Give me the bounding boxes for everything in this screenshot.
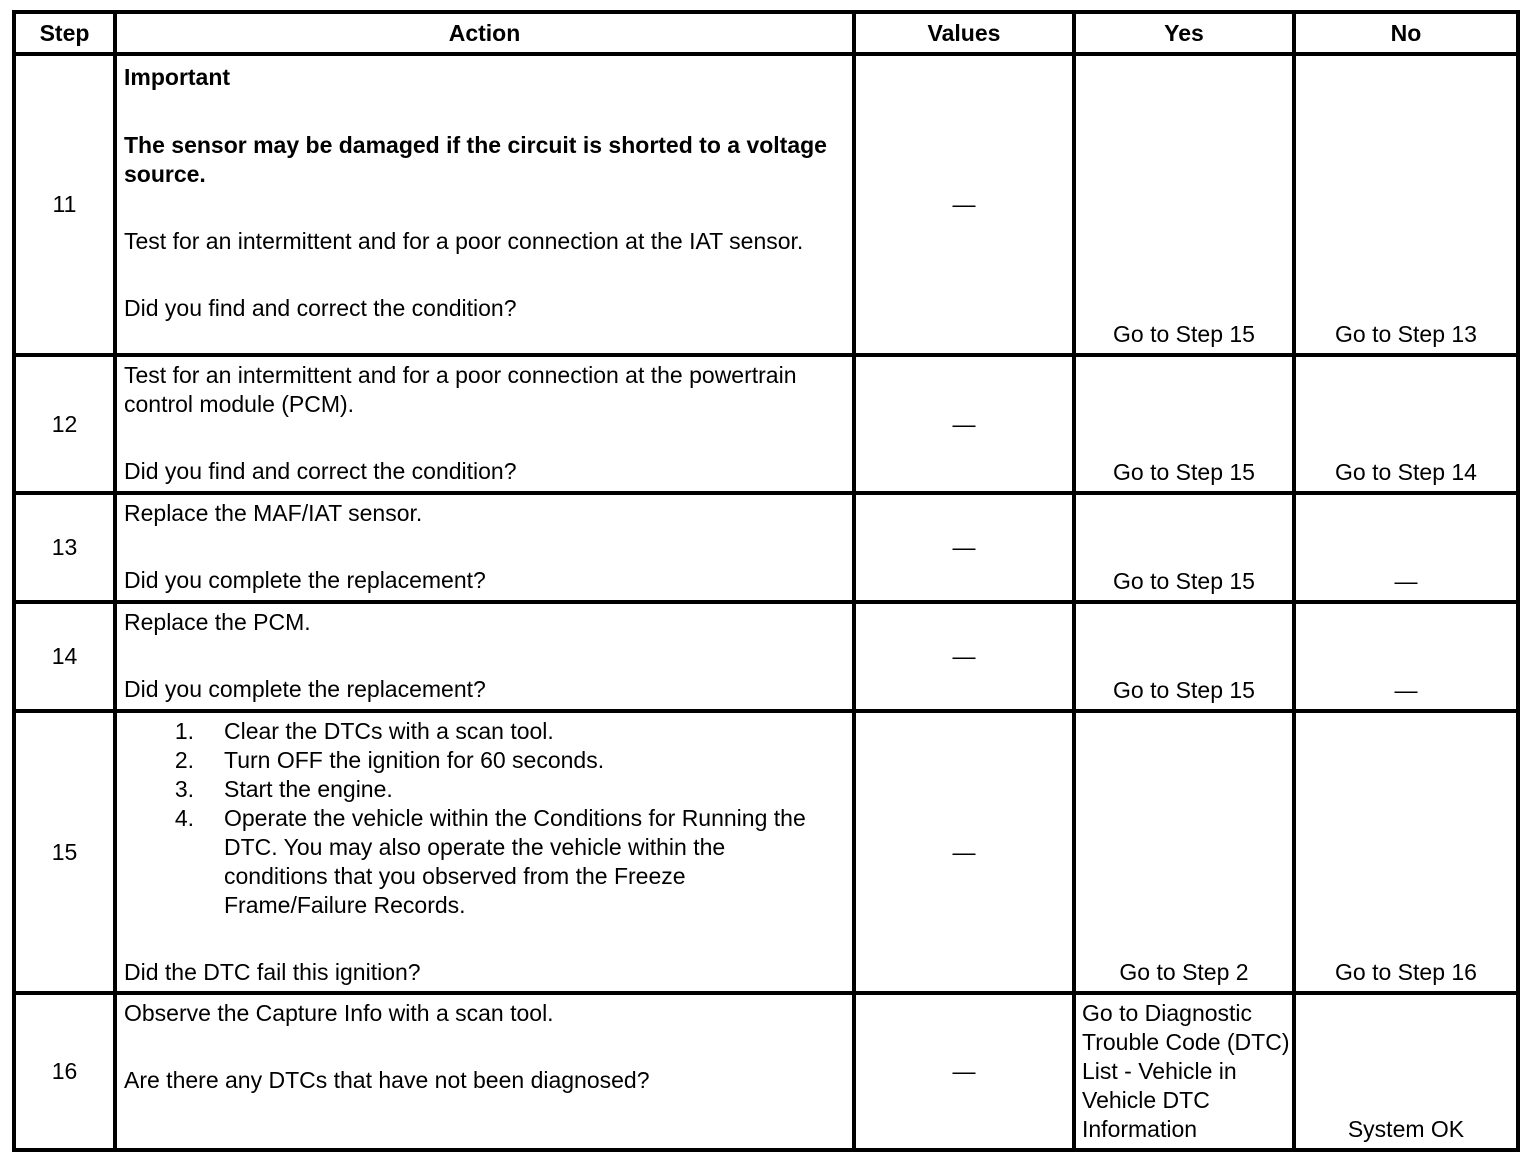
table-row bbox=[14, 602, 1518, 711]
action-cell bbox=[115, 355, 854, 493]
list-text: Turn OFF the ignition for 60 seconds. bbox=[224, 747, 605, 773]
table-row bbox=[14, 493, 1518, 602]
yes-result: Go to Diagnostic Trouble Code (DTC) List - Vehicle in Vehicle DTC Information bbox=[1074, 993, 1294, 1150]
action-question: Did you complete the replacement? bbox=[124, 676, 486, 702]
table-row bbox=[14, 355, 1518, 493]
action-instruction: Test for an intermittent and for a poor connection at the powertrain control module (PCM). bbox=[124, 362, 797, 417]
action-instruction: Replace the MAF/IAT sensor. bbox=[124, 500, 423, 526]
values-cell: — bbox=[854, 54, 1074, 355]
action-question: Are there any DTCs that have not been diagnosed? bbox=[124, 1067, 650, 1093]
step-number: 16 bbox=[14, 993, 115, 1150]
list-text: Clear the DTCs with a scan tool. bbox=[224, 718, 554, 744]
important-note: The sensor may be damaged if the circuit is shorted to a voltage source. bbox=[124, 132, 827, 187]
list-number: 1. bbox=[174, 718, 194, 744]
step-number: 13 bbox=[14, 493, 115, 602]
action-cell bbox=[115, 602, 854, 711]
action-instruction: Observe the Capture Info with a scan tool. bbox=[124, 1000, 554, 1026]
no-result: System OK bbox=[1294, 993, 1518, 1150]
table-row bbox=[14, 54, 1518, 355]
step-number: 15 bbox=[14, 711, 115, 993]
action-cell bbox=[115, 54, 854, 355]
list-number: 3. bbox=[174, 776, 194, 802]
action-question: Did the DTC fail this ignition? bbox=[124, 959, 421, 985]
header-action: Action bbox=[115, 12, 854, 54]
header-row bbox=[14, 12, 1518, 54]
list-item bbox=[124, 746, 846, 775]
action-question: Did you complete the replacement? bbox=[124, 567, 486, 593]
yes-result: Go to Step 15 bbox=[1074, 355, 1294, 493]
step-number: 14 bbox=[14, 602, 115, 711]
action-question: Did you find and correct the condition? bbox=[124, 458, 517, 484]
no-result: — bbox=[1294, 602, 1518, 711]
no-result: Go to Step 13 bbox=[1294, 54, 1518, 355]
table-row bbox=[14, 711, 1518, 993]
no-result: Go to Step 14 bbox=[1294, 355, 1518, 493]
action-cell bbox=[115, 993, 854, 1150]
yes-result: Go to Step 2 bbox=[1074, 711, 1294, 993]
action-question: Did you find and correct the condition? bbox=[124, 295, 517, 321]
list-text: Start the engine. bbox=[224, 776, 393, 802]
values-cell: — bbox=[854, 602, 1074, 711]
action-cell bbox=[115, 493, 854, 602]
yes-result: Go to Step 15 bbox=[1074, 602, 1294, 711]
action-instruction: Replace the PCM. bbox=[124, 609, 311, 635]
values-cell: — bbox=[854, 711, 1074, 993]
list-item bbox=[124, 804, 846, 920]
list-item bbox=[124, 775, 846, 804]
important-label: Important bbox=[124, 64, 231, 90]
list-number: 2. bbox=[174, 747, 194, 773]
table-row bbox=[14, 993, 1518, 1150]
list-number: 4. bbox=[174, 805, 194, 831]
action-instruction: Test for an intermittent and for a poor connection at the IAT sensor. bbox=[124, 228, 804, 254]
yes-result: Go to Step 15 bbox=[1074, 54, 1294, 355]
step-number: 11 bbox=[14, 54, 115, 355]
diagnostic-table bbox=[12, 10, 1520, 1152]
list-text: Operate the vehicle within the Conditions for Running the DTC. You may also operate the vehicle within the conditions that you observed from the Freeze Frame/Failure Records. bbox=[224, 805, 806, 918]
no-result: Go to Step 16 bbox=[1294, 711, 1518, 993]
yes-result: Go to Step 15 bbox=[1074, 493, 1294, 602]
header-no: No bbox=[1294, 12, 1518, 54]
header-yes: Yes bbox=[1074, 12, 1294, 54]
header-step: Step bbox=[14, 12, 115, 54]
values-cell: — bbox=[854, 355, 1074, 493]
no-result: — bbox=[1294, 493, 1518, 602]
list-item bbox=[124, 717, 846, 746]
action-cell bbox=[115, 711, 854, 993]
values-cell: — bbox=[854, 493, 1074, 602]
step-number: 12 bbox=[14, 355, 115, 493]
values-cell: — bbox=[854, 993, 1074, 1150]
procedure-list bbox=[124, 717, 846, 920]
header-values: Values bbox=[854, 12, 1074, 54]
